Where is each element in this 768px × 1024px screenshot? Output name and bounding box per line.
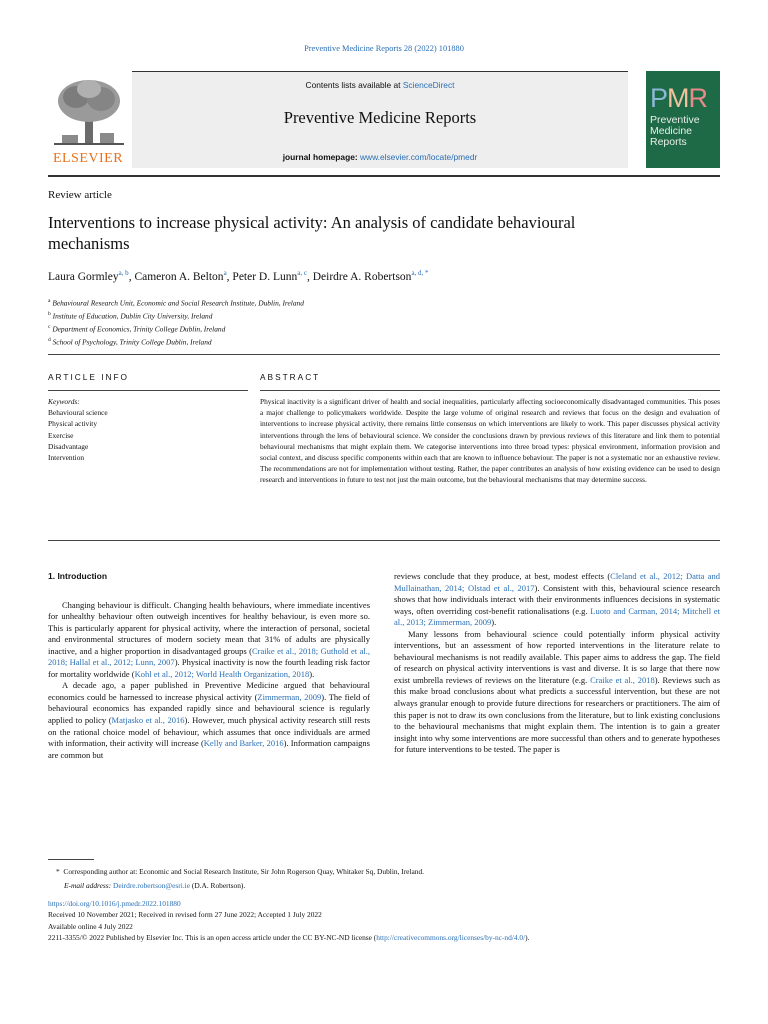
body-paragraph [394,571,720,629]
author-affiliation-mark[interactable]: a, d, * [411,269,429,277]
affiliation-text: Behavioural Research Unit, Economic and Social Research Institute, Dublin, Ireland [52,298,304,308]
cover-letter-r: R [688,83,708,113]
cover-sub-line: Preventive [650,114,700,126]
keywords-label: Keywords: [48,397,80,406]
footnote-mark: * [56,867,60,876]
elsevier-tree-icon [54,77,124,147]
corresponding-footnote [56,865,716,893]
author-name[interactable]: Peter D. Lunn [232,270,298,283]
journal-banner [48,71,720,168]
abstract-text: Physical inactivity is a significant driver of health and social inequalities, particularly affecting socioeconomically disadvantaged communities. This poses a major challenge to policymakers worldwide. Despite the large volume of original research and reviews that focus on the design and evaluation of interventions to increase physical activity, there remains little consensus on which interventions are likely to work. This paper discusses physical activity interventions through the lens of behavioural science. We consider the conclusions drawn by previous reviews of this literature and link them to potential behavioural mechanisms that might explain them. We categorise interventions into three broad types: physical environment, information provision and social context, and discuss specific components within each that are known to influence behaviour. The paper is not a systematic nor an exhaustive review. The recommendations are not for implementation without testing. Rather, the paper contributes an analysis of how existing evidence can be used to design research and interventions in future to test not just the main outcome, but the behavioural mechanisms that may determine success. [260,397,720,485]
citation-link[interactable]: Luoto and Carman, 2014; Mitchell et al., 2013; Zimmerman, 2009 [394,605,721,628]
keyword: Disadvantage [48,441,89,451]
author-list: Laura Gormley$^{a, b}$, Cameron A. Belton$^a$, Peter D. Lunn$^{a, c}$, Deirdre A. Robertson$^{a, d, *}$ [48,269,429,283]
cover-logo [650,83,707,114]
paragraph-text: ). [491,617,497,628]
article-type: Review article [48,189,112,201]
paragraph-text: ). [309,668,315,679]
citation-link[interactable]: Kohl et al., 2012; World Health Organization, 2018 [134,668,310,679]
keywords-block [48,396,108,463]
cover-letter-p: P [650,83,668,113]
footnote-text: Corresponding author at: Economic and Social Research Institute, Sir John Rogerson Quay, Whitaker Sq, Dublin, Ireland. [63,867,425,876]
affiliation-item [48,309,304,322]
license-text: ). [525,933,530,943]
affiliation-item [48,335,304,348]
paragraph-text: Many lessons from behavioural science could potentially inform physical activity interventions, but an assessment of how reported interventions in the literature relate to behavioural mechanisms is not readily available. This paper aims to address the gap. The field of research on physical activity interventions is vast and diverse. It is so large that there now exist umbrella reviews of reviews on the literature (e.g. [394,628,720,685]
license-link[interactable]: http://creativecommons.org/licenses/by-nc-nd/4.0/ [376,933,526,943]
email-suffix: (D.A. Robertson). [191,881,246,890]
affiliation-text: Department of Economics, Trinity College Dublin, Ireland [52,324,226,334]
author-name[interactable]: Laura Gormley [48,270,119,283]
email-label: E-mail address: [64,881,112,890]
paragraph-text: ). However, much physical activity research still rests on the rational choice model of behaviour, which assumes that once individuals are armed with information, their activity will increase ( [48,715,370,749]
citation-link[interactable]: Zimmerman, 2009 [257,691,322,702]
journal-cover[interactable] [646,71,720,168]
body-paragraph [48,680,370,761]
paragraph-text: A decade ago, a paper published in Preventive Medicine argued that behavioural economics could be harnessed to increase physical activity ( [48,680,370,702]
author-name[interactable]: Deirdre A. Robertson [312,270,412,283]
homepage-line [132,152,628,162]
affiliation-mark: d [48,336,51,343]
paragraph-text: ). Physical inactivity is now the fourth leading risk factor for mortality worldwide ( [48,657,371,679]
affiliation-mark: a [48,298,51,304]
paragraph-text: Changing behaviour is difficult. Changing health behaviours, where immediate incentives for unhealthy behaviour often outweigh incentives for healthy behaviour, is even more so. This is particularly apparent for physical activity, where the interaction of personal, societal and environmental structures of modern society mean that 31% of adults are physically inactive, and a higher proportion in disadvantaged groups ( [48,599,370,656]
license-line [48,932,728,943]
body-column-right [394,571,720,756]
paragraph-text: ). Reviews such as this make broad conclusions about what predicts a successful intervention, but these are not always granular enough to provide future directions for researchers or practitioners. The aim of this paper is not to draw its own conclusions from the literature, but to link existing conclusions to the behavioural mechanisms that might explain them. The intention is to gain a greater insight into why some interventions are more successful than others and to generate hypotheses for future interventions to be tested. The paper is [394,674,720,755]
affiliation-mark: c [48,323,51,330]
cover-sub-line: Reports [650,136,687,148]
cover-sub-line: Medicine [650,125,693,137]
cover-subtitle [650,115,700,148]
body-column-left [48,571,370,761]
body-paragraph [394,629,720,756]
body-paragraph [48,600,370,681]
citation-link[interactable]: Kelly and Barker, 2016 [203,738,284,749]
elsevier-wordmark: ELSEVIER [52,151,124,166]
license-text: 2211-3355/© 2022 Published by Elsevier Inc. This is an open access article under the CC BY-NC-ND license ( [48,933,377,943]
paragraph-text: ). The field of behavioural economics has expanded rapidly since and behavioural science is regularly applied to policy ( [48,691,370,726]
keyword: Physical activity [48,419,98,429]
article-info-heading: ARTICLE INFO [48,372,130,382]
section-heading: 1. Introduction [48,571,108,581]
citation-link[interactable]: Craike et al., 2018 [590,674,655,685]
sciencedirect-link[interactable]: ScienceDirect [402,80,455,90]
cover-letter-m: M [667,83,689,113]
divider [48,540,720,541]
received-dates: Received 10 November 2021; Received in revised form 27 June 2022; Accepted 1 July 2022 [48,910,322,920]
divider [48,390,248,391]
paragraph-text: ). Consistent with this, behavioural science research shows that how individuals interact with their environments influences decisions in systematic ways, often overriding cost-benefit rationalisations (e.g. [394,582,720,616]
author-name[interactable]: Cameron A. Belton [134,270,224,283]
footnote-line [56,879,716,893]
contents-prefix: Contents lists available at [305,80,401,90]
footnote-line [56,865,716,879]
article-metadata [48,898,728,944]
banner-box [132,71,628,168]
divider [48,175,720,177]
keyword: Exercise [48,430,74,440]
citation-link[interactable]: Matjasko et al., 2016 [111,715,185,726]
paragraph-text: reviews conclude that they produce, at best, modest effects ( [394,571,611,581]
affiliation-item [48,322,304,335]
affiliation-item [48,296,304,309]
author-affiliation-mark[interactable]: a [223,269,227,277]
footnote-divider [48,859,94,860]
affiliation-text: School of Psychology, Trinity College Dublin, Ireland [52,337,212,347]
email-link[interactable]: Deirdre.robertson@esri.ie [113,881,191,890]
affiliation-text: Institute of Education, Dublin City University, Ireland [52,311,213,321]
online-date: Available online 4 July 2022 [48,921,133,931]
homepage-link[interactable]: www.elsevier.com/locate/pmedr [359,152,478,162]
article-title: Interventions to increase physical activity: An analysis of candidate behavioural mechanisms [48,213,576,253]
affiliation-mark: b [48,310,51,317]
author-affiliation-mark[interactable]: a, b [118,269,129,277]
homepage-label: journal homepage: [282,152,358,162]
paragraph-text: ). Information campaigns are common but [48,738,370,760]
keyword: Intervention [48,453,85,463]
elsevier-logo[interactable] [48,77,128,167]
divider [260,390,720,391]
keyword: Behavioural science [48,408,108,418]
citation-link[interactable]: Cleland et al., 2012; Datta and Mullainathan, 2014; Olstad et al., 2017 [394,571,721,593]
affiliations [48,296,304,348]
abstract-heading: ABSTRACT [260,372,321,382]
author-affiliation-mark[interactable]: a, c [297,269,307,277]
citation-link[interactable]: Craike et al., 2018; Guthold et al., 2018; Hallal et al., 2012; Lunn, 2007 [48,645,371,668]
journal-citation[interactable]: Preventive Medicine Reports 28 (2022) 101880 [304,44,464,53]
doi-link[interactable]: https://doi.org/10.1016/j.pmedr.2022.101880 [48,899,181,908]
contents-line [132,80,628,90]
journal-title: Preventive Medicine Reports [283,108,477,127]
divider [48,354,720,355]
